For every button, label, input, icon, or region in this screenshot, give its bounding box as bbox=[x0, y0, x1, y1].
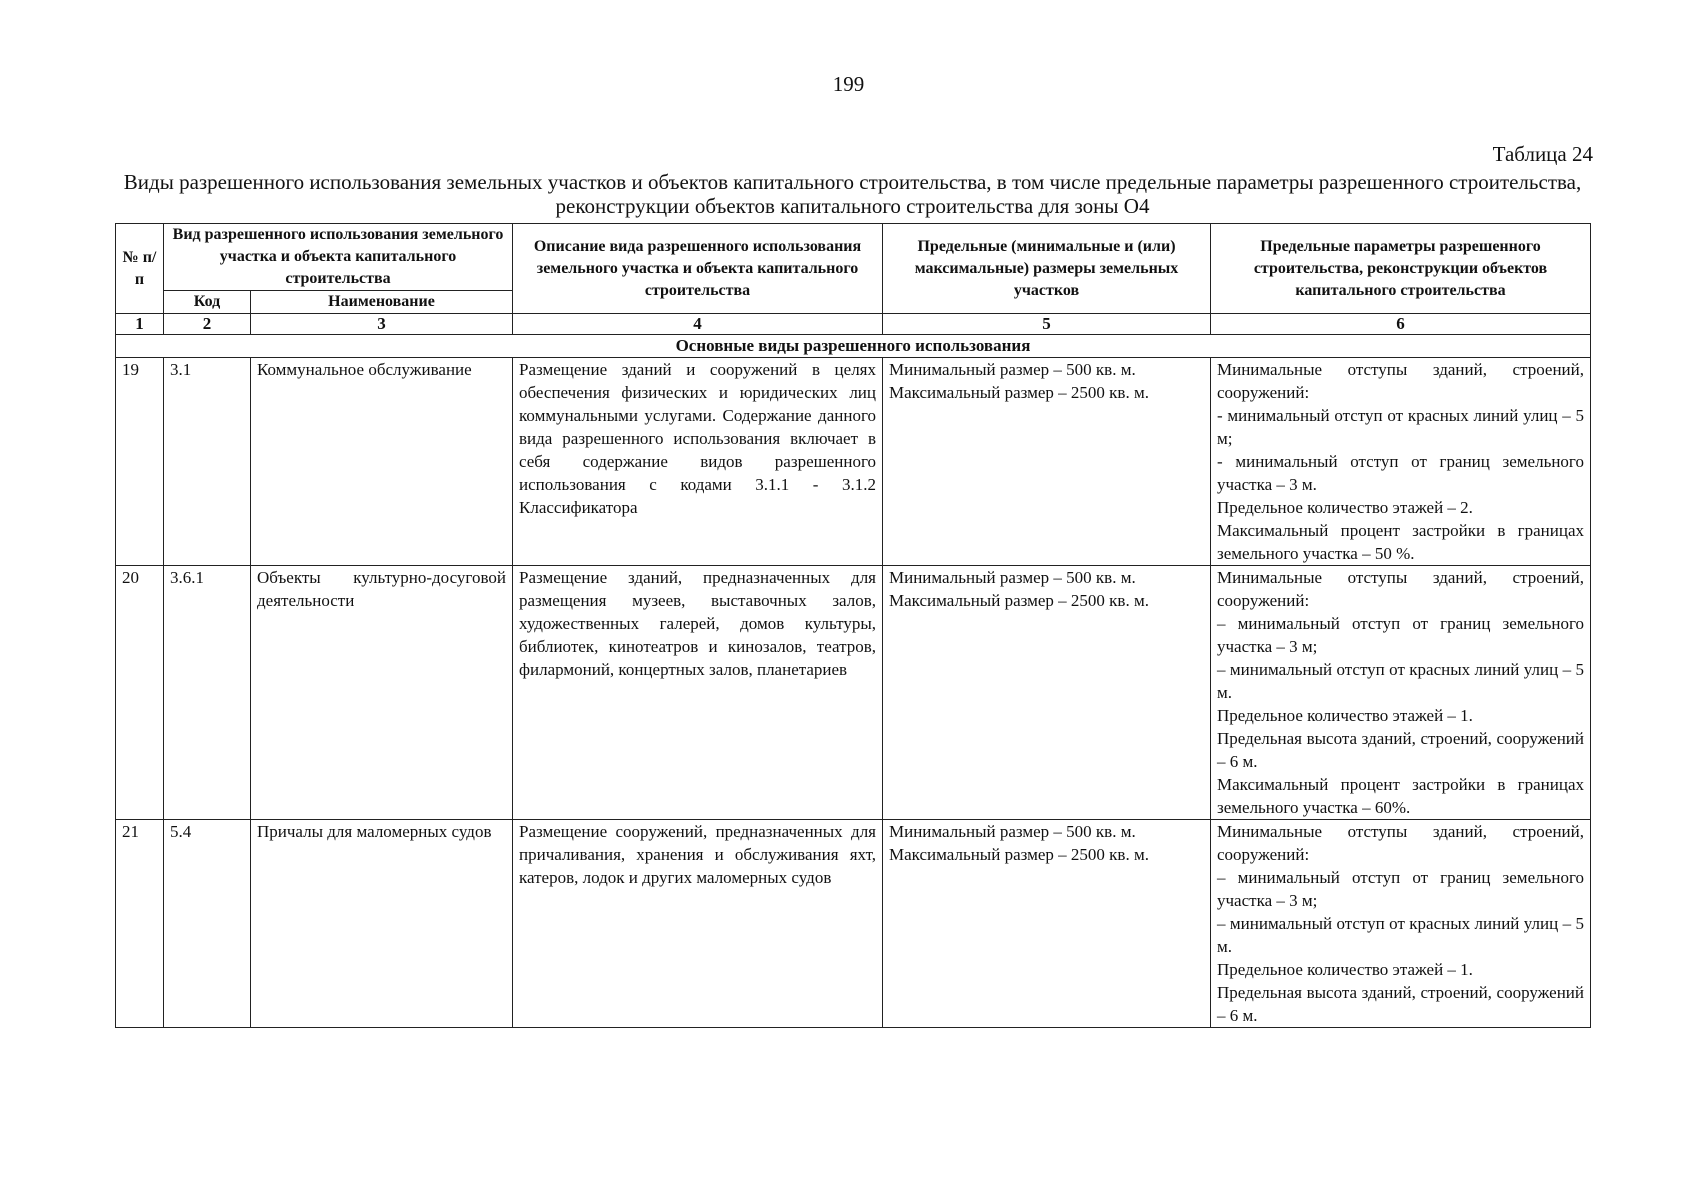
page-number: 199 bbox=[832, 72, 865, 96]
table-row bbox=[116, 820, 1591, 1028]
param-line: - минимальный отступ от красных линий улиц – 5 м; bbox=[1217, 406, 1584, 448]
size-line: Максимальный размер – 2500 кв. м. bbox=[889, 845, 1149, 864]
row-params bbox=[1211, 566, 1591, 820]
param-line: Предельное количество этажей – 1. bbox=[1217, 706, 1473, 725]
column-number: 6 bbox=[1211, 314, 1591, 335]
section-row bbox=[116, 335, 1591, 358]
row-sizes bbox=[883, 566, 1211, 820]
row-name: Коммунальное обслуживание bbox=[251, 358, 513, 566]
column-number: 5 bbox=[883, 314, 1211, 335]
row-number: 19 bbox=[116, 358, 164, 566]
row-sizes bbox=[883, 820, 1211, 1028]
column-number: 1 bbox=[116, 314, 164, 335]
table-row bbox=[116, 358, 1591, 566]
row-params bbox=[1211, 358, 1591, 566]
table-row bbox=[116, 566, 1591, 820]
row-description: Размещение зданий и сооружений в целях обеспечения физических и юридических лиц коммунальными услугами. Содержание данного вида разрешенного использования включает в себя содержание видов разрешенного использования с кодами 3.1.1 - 3.1.2 Классификатора bbox=[513, 358, 883, 566]
param-line: Минимальные отступы зданий, строений, сооружений: bbox=[1217, 360, 1584, 402]
size-line: Минимальный размер – 500 кв. м. bbox=[889, 360, 1136, 379]
column-numbers-row bbox=[116, 314, 1591, 335]
row-code: 5.4 bbox=[164, 820, 251, 1028]
param-line: Предельная высота зданий, строений, сооружений – 6 м. bbox=[1217, 983, 1584, 1025]
table-title: Виды разрешенного использования земельных участков и объектов капитального строительства, в том числе предельные параметры разрешенного строительства, реконструкции объектов капитального строительства для зоны О4 bbox=[123, 170, 1582, 218]
row-params bbox=[1211, 820, 1591, 1028]
section-title: Основные виды разрешенного использования bbox=[116, 335, 1591, 358]
param-line: – минимальный отступ от границ земельного участка – 3 м; bbox=[1217, 614, 1584, 656]
size-line: Максимальный размер – 2500 кв. м. bbox=[889, 383, 1149, 402]
header-description: Описание вида разрешенного использования земельного участка и объекта капитального строительства bbox=[513, 224, 883, 314]
param-line: Максимальный процент застройки в границах земельного участка – 60%. bbox=[1217, 775, 1584, 817]
header-sizes: Предельные (минимальные и (или) максимальные) размеры земельных участков bbox=[883, 224, 1211, 314]
param-line: Предельная высота зданий, строений, сооружений – 6 м. bbox=[1217, 729, 1584, 771]
regulations-table bbox=[115, 223, 1591, 1028]
row-number: 20 bbox=[116, 566, 164, 820]
param-line: Максимальный процент застройки в границах земельного участка – 50 %. bbox=[1217, 521, 1584, 563]
header-vid-group: Вид разрешенного использования земельного участка и объекта капитального строительства bbox=[164, 224, 513, 291]
column-number: 4 bbox=[513, 314, 883, 335]
row-code: 3.6.1 bbox=[164, 566, 251, 820]
header-name: Наименование bbox=[251, 291, 513, 314]
column-number: 3 bbox=[251, 314, 513, 335]
size-line: Минимальный размер – 500 кв. м. bbox=[889, 568, 1136, 587]
param-line: – минимальный отступ от границ земельного участка – 3 м; bbox=[1217, 868, 1584, 910]
param-line: Предельное количество этажей – 2. bbox=[1217, 498, 1473, 517]
row-name: Объекты культурно-досуговой деятельности bbox=[251, 566, 513, 820]
row-number: 21 bbox=[116, 820, 164, 1028]
row-sizes bbox=[883, 358, 1211, 566]
param-line: Предельное количество этажей – 1. bbox=[1217, 960, 1473, 979]
size-line: Минимальный размер – 500 кв. м. bbox=[889, 822, 1136, 841]
param-line: – минимальный отступ от красных линий улиц – 5 м. bbox=[1217, 660, 1584, 702]
row-name: Причалы для маломерных судов bbox=[251, 820, 513, 1028]
row-code: 3.1 bbox=[164, 358, 251, 566]
table-label: Таблица 24 bbox=[1492, 142, 1593, 166]
column-number: 2 bbox=[164, 314, 251, 335]
row-description: Размещение сооружений, предназначенных для причаливания, хранения и обслуживания яхт, катеров, лодок и других маломерных судов bbox=[513, 820, 883, 1028]
header-row bbox=[116, 224, 1591, 291]
row-description: Размещение зданий, предназначенных для размещения музеев, выставочных залов, художественных галерей, домов культуры, библиотек, кинотеатров и кинозалов, театров, филармоний, концертных залов, планетариев bbox=[513, 566, 883, 820]
size-line: Максимальный размер – 2500 кв. м. bbox=[889, 591, 1149, 610]
header-params: Предельные параметры разрешенного строительства, реконструкции объектов капитального строительства bbox=[1211, 224, 1591, 314]
param-line: Минимальные отступы зданий, строений, сооружений: bbox=[1217, 822, 1584, 864]
param-line: - минимальный отступ от границ земельного участка – 3 м. bbox=[1217, 452, 1584, 494]
param-line: – минимальный отступ от красных линий улиц – 5 м. bbox=[1217, 914, 1584, 956]
param-line: Минимальные отступы зданий, строений, сооружений: bbox=[1217, 568, 1584, 610]
header-code: Код bbox=[164, 291, 251, 314]
header-num: № п/п bbox=[116, 224, 164, 314]
